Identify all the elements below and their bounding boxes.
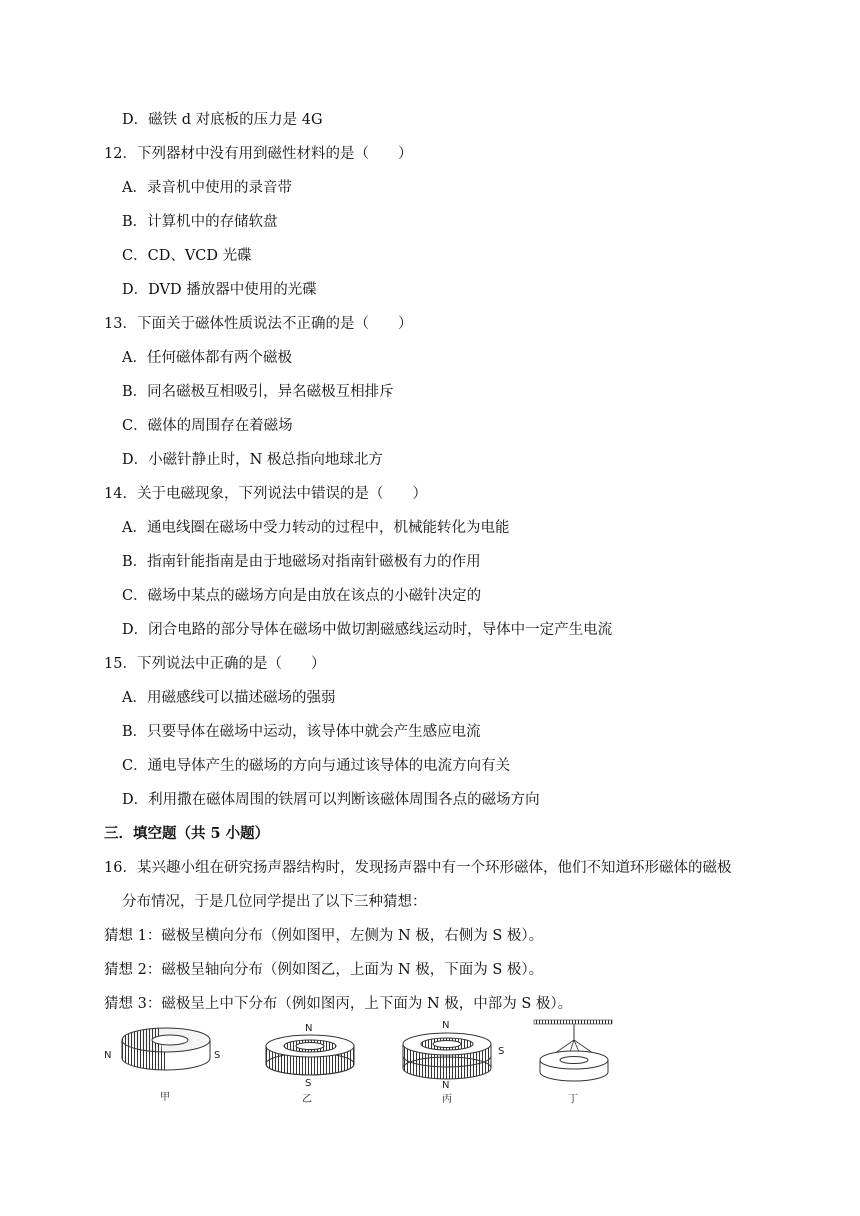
text-line: 猜想 2：磁极呈轴向分布（例如图乙，上面为 N 极，下面为 S 极）。 — [104, 962, 544, 978]
text-line: D．小磁针静止时，N 极总指向地球北方 — [122, 452, 383, 468]
text-line: C．通电导体产生的磁场的方向与通过该导体的电流方向有关 — [122, 758, 511, 774]
text-line: D．闭合电路的部分导体在磁场中做切割磁感线运动时，导体中一定产生电流 — [122, 622, 613, 638]
text-line: 15．下列说法中正确的是（ ） — [104, 656, 326, 672]
text-line: 猜想 1：磁极呈横向分布（例如图甲，左侧为 N 极，右侧为 S 极）。 — [104, 928, 544, 944]
jia-left-pole: N — [104, 1050, 112, 1061]
text-line: D．利用撒在磁体周围的铁屑可以判断该磁体周围各点的磁场方向 — [122, 792, 540, 808]
magnet-yi — [266, 1023, 354, 1104]
yi-caption: 乙 — [302, 1094, 312, 1104]
text-line: C．CD、VCD 光碟 — [122, 248, 252, 264]
text-line: A．任何磁体都有两个磁极 — [122, 350, 292, 366]
text-line: 猜想 3：磁极呈上中下分布（例如图丙，上下面为 N 极，中部为 S 极）。 — [104, 996, 573, 1012]
text-line: A．录音机中使用的录音带 — [122, 180, 292, 196]
text-line: B．指南针能指南是由于地磁场对指南针磁极有力的作用 — [122, 554, 481, 570]
text-line: B．计算机中的存储软盘 — [122, 214, 278, 230]
text-line: 分布情况，于是几位同学提出了以下三种猜想： — [122, 894, 427, 910]
text-line: A．用磁感线可以描述磁场的强弱 — [122, 690, 336, 706]
yi-top-pole: N — [305, 1023, 313, 1034]
magnet-jia — [104, 1028, 220, 1103]
text-line: A．通电线圈在磁场中受力转动的过程中，机械能转化为电能 — [122, 520, 510, 536]
jia-caption: 甲 — [160, 1092, 170, 1103]
jia-right-pole: S — [214, 1050, 221, 1061]
text-line: C．磁体的周围存在着磁场 — [122, 418, 293, 434]
text-line: 13．下面关于磁体性质说法不正确的是（ ） — [104, 316, 413, 332]
yi-bottom-pole: S — [305, 1078, 312, 1089]
text-line: 14．关于电磁现象，下列说法中错误的是（ ） — [104, 486, 427, 502]
ring-magnet-diagram — [100, 1018, 620, 1104]
bing-right-pole: S — [498, 1046, 505, 1057]
text-line: D．DVD 播放器中使用的光碟 — [122, 282, 317, 298]
bing-caption: 丙 — [442, 1094, 452, 1104]
text-line: 16．某兴趣小组在研究扬声器结构时，发现扬声器中有一个环形磁体，他们不知道环形磁体的磁极 — [104, 860, 732, 876]
text-line: B．同名磁极互相吸引，异名磁极互相排斥 — [122, 384, 394, 400]
text-line: D．磁铁 d 对底板的压力是 4G — [122, 112, 323, 128]
text-line: B．只要导体在磁场中运动，该导体中就会产生感应电流 — [122, 724, 481, 740]
text-line: C．磁场中某点的磁场方向是由放在该点的小磁针决定的 — [122, 588, 482, 604]
magnet-ding — [534, 1020, 612, 1104]
text-line: 12．下列器材中没有用到磁性材料的是（ ） — [104, 146, 413, 162]
bing-top-pole: N — [442, 1020, 450, 1031]
ding-caption: 丁 — [568, 1094, 578, 1104]
magnet-bing — [403, 1020, 504, 1104]
ring-magnet-figure — [100, 1018, 620, 1104]
bing-bottom-pole: N — [442, 1080, 450, 1091]
text-line: 三．填空题（共 5 小题） — [104, 825, 270, 842]
